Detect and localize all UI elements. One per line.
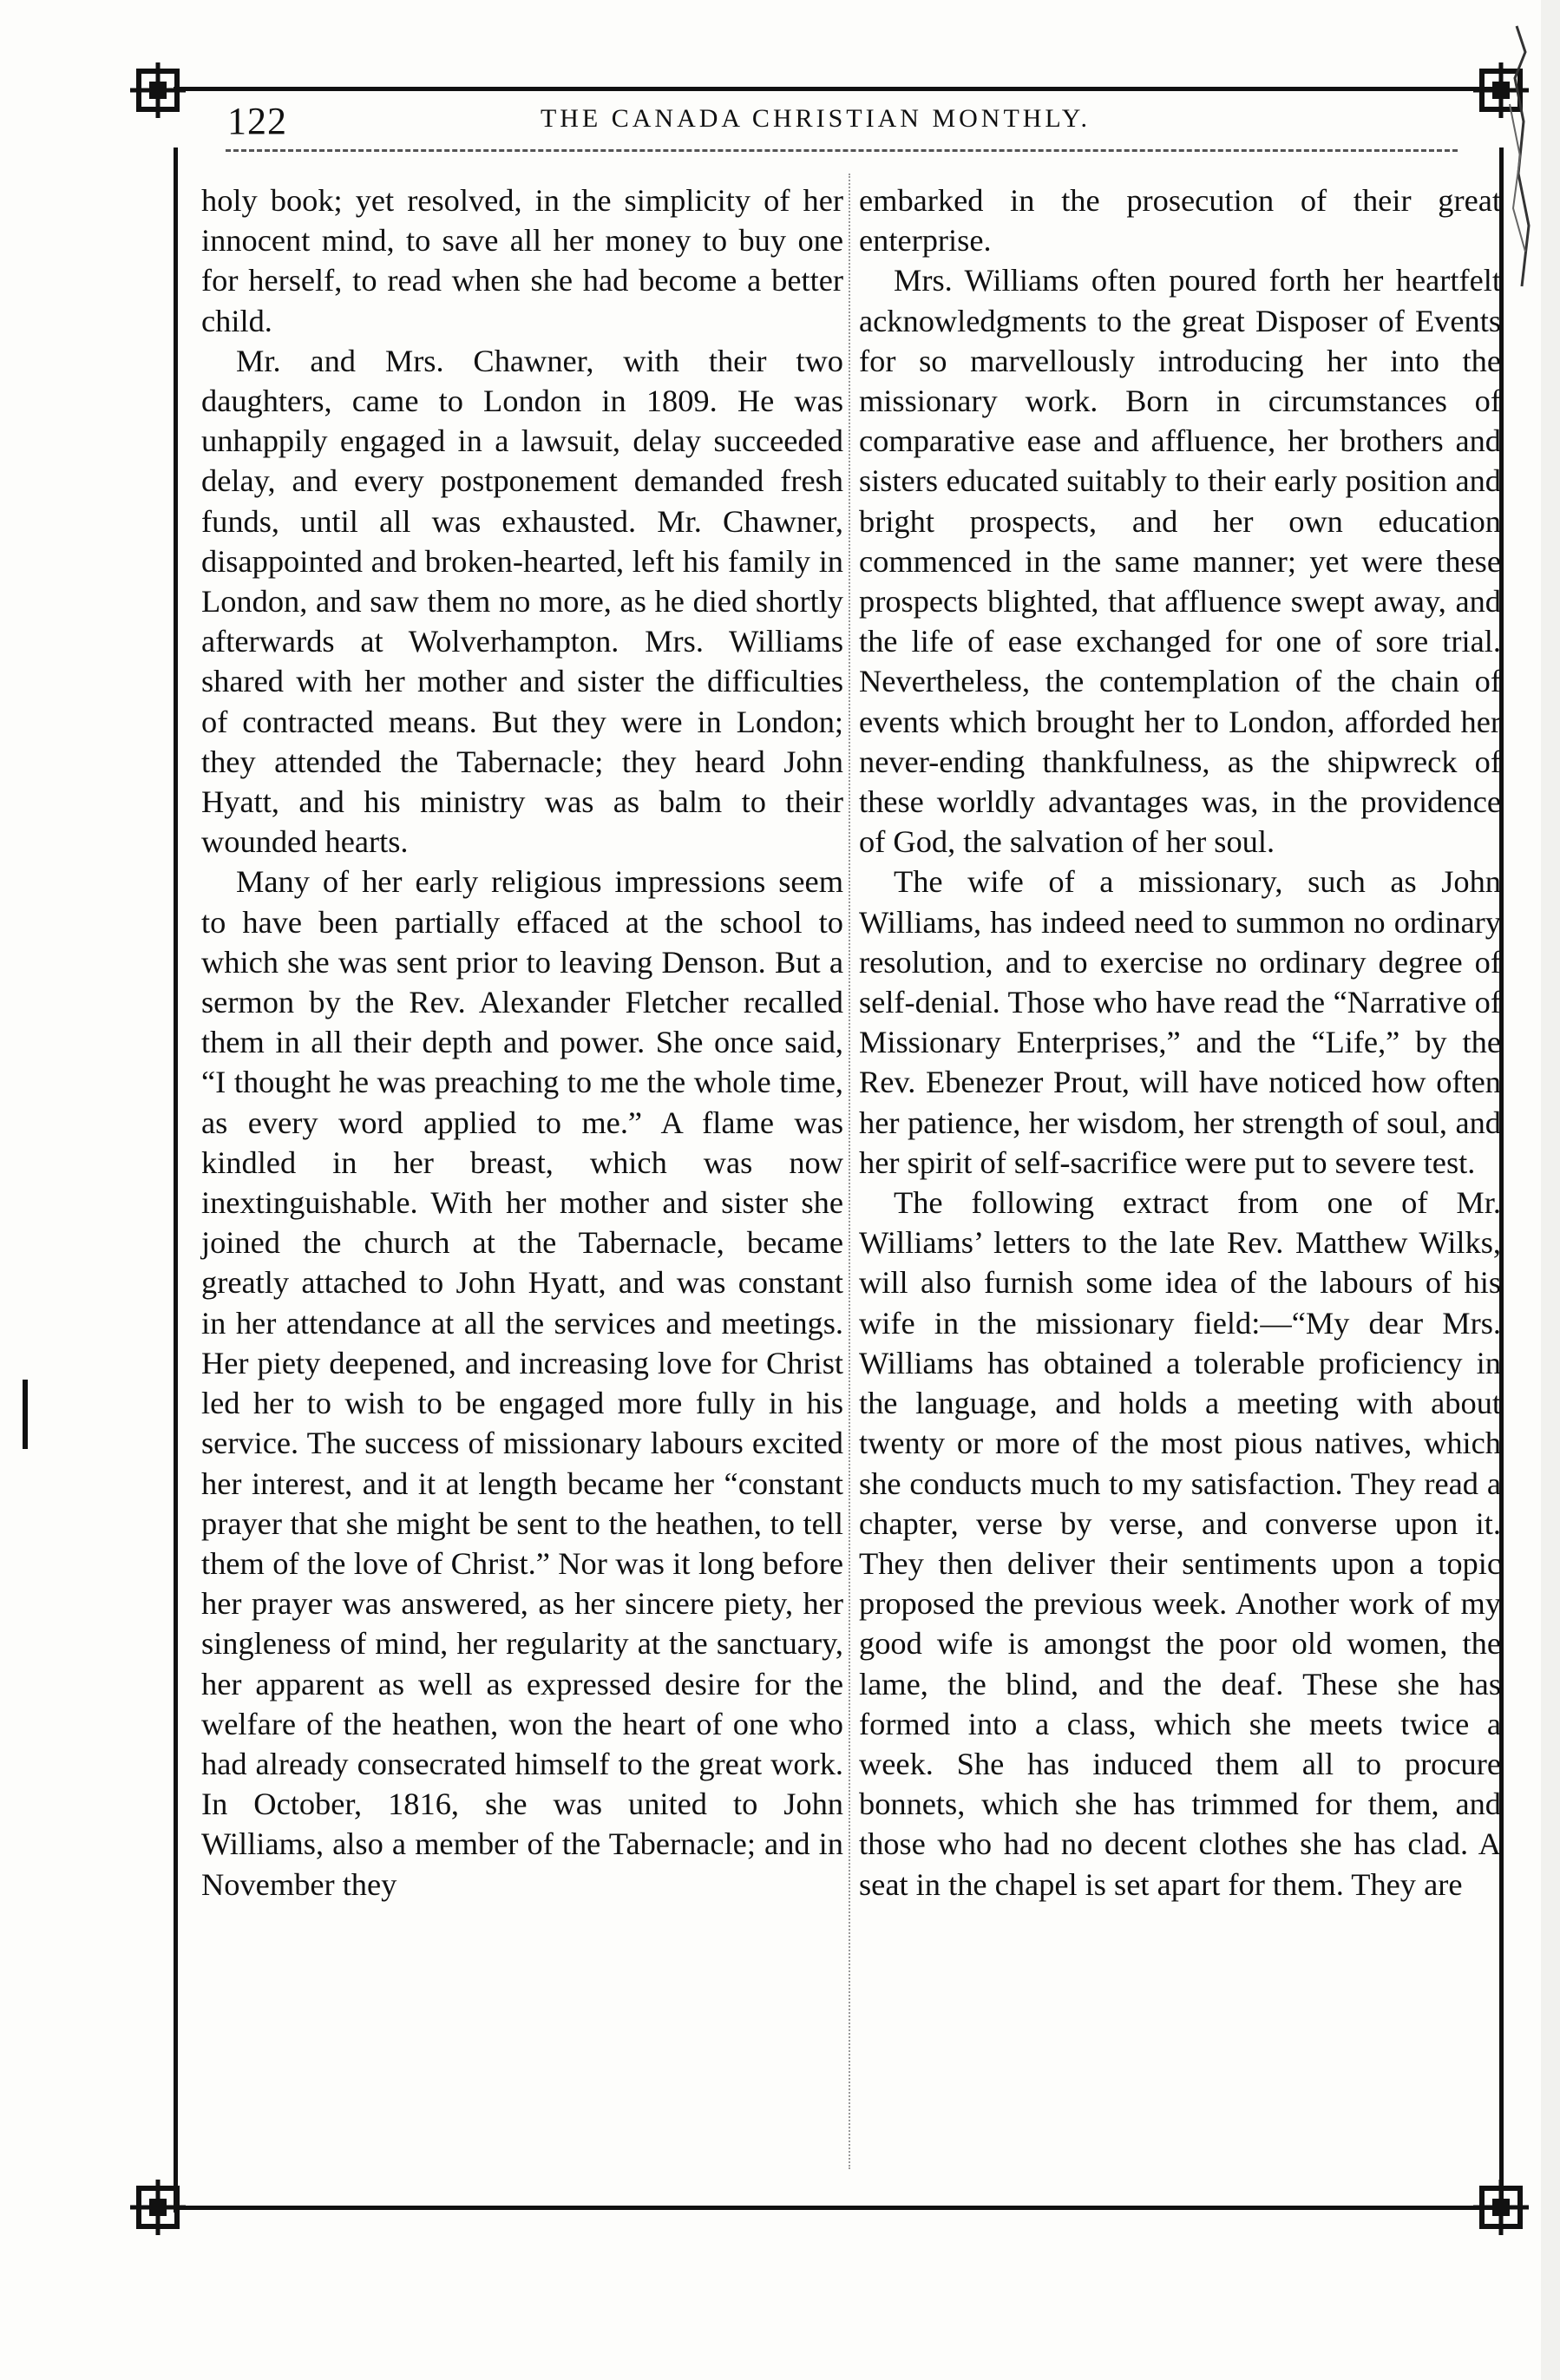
margin-mark: [21, 1380, 29, 1449]
page-number: 122: [227, 100, 287, 142]
paragraph: The following extract from one of Mr. Williams’ letters to the late Rev. Matthew Wilks, will also furnish some idea of the labours of his wife in the missionary field:—“My dear Mrs. Williams has obtained a tolerable proficiency in the language, and holds a meeting with about twenty or more of the most pious natives, which she conducts much to my satisfaction. They read a chapter, verse by verse, and converse upon it. They then deliver their sentiments upon a topic proposed the previous week. Another work of my good wife is amongst the poor old women, the lame, the blind, and the deaf. These she has formed into a class, which she meets twice a week. She has induced them all to procure bonnets, which she has trimmed for them, and those who had no decent clothes she has clad. A seat in the chapel is set apart for them. They are: [859, 1185, 1501, 1902]
left-border-rule: [174, 148, 178, 2213]
right-column: [859, 180, 1501, 1905]
header-dash-rule: [226, 149, 1458, 152]
corner-ornament-bottom-left: [130, 2180, 186, 2235]
paragraph: Mr. and Mrs. Chawner, with their two daughters, came to London in 1809. He was unhappily engaged in a lawsuit, delay succeeded delay, and every postponement demanded fresh funds, until all was exhausted. Mr. Chawner, disappointed and broken-hearted, left his family in London, and saw them no more, as he died shortly afterwards at Wolverhampton. Mrs. Williams shared with her mother and sister the difficulties of contracted means. But they were in London; they attended the Tabernacle; they heard John Hyatt, and his ministry was as balm to their wounded hearts.: [201, 343, 843, 860]
running-title: THE CANADA CHRISTIAN MONTHLY.: [540, 104, 1091, 133]
page-header: [0, 99, 1560, 151]
paragraph: embarked in the prosecution of their great enterprise.: [859, 183, 1501, 259]
left-column: [201, 180, 843, 1905]
top-border-rule: [174, 87, 1501, 91]
paragraph: Mrs. Williams often poured forth her heartfelt acknowledgments to the great Disposer of Events for so marvellously introducing her into the missionary work. Born in circumstances of comparative ease and affluence, her brothers and sisters educated suitably to their early position and bright prospects, and her own education commenced in the same manner; yet were these prospects blighted, that affluence swept away, and the life of ease exchanged for one of sore trial. Nevertheless, the contemplation of the chain of events which brought her to London, afforded her never-ending thankfulness, as the shipwreck of these worldly advantages was, in the providence of God, the salvation of her soul.: [859, 263, 1501, 860]
paragraph: The wife of a missionary, such as John Williams, has indeed need to summon no ordinary resolution, and to exercise no ordinary degree of self-denial. Those who have read the “Narrative of Missionary Enterprises,” and the “Life,” by the Rev. Ebenezer Prout, will have noticed how often her patience, her wisdom, her strength of soul, and her spirit of self-sacrifice were put to severe test.: [859, 864, 1501, 1180]
bottom-border-rule: [174, 2206, 1501, 2210]
column-divider: [849, 174, 850, 2169]
paragraph: holy book; yet resolved, in the simplicity of her innocent mind, to save all her money to buy one for herself, to read when she had become a better child.: [201, 183, 843, 338]
paragraph: Many of her early religious impressions seem to have been partially effaced at the school to which she was sent prior to leaving Denson. But a sermon by the Rev. Alexander Fletcher recalled them in all their depth and power. She once said, “I thought he was preaching to me the whole time, as every word applied to me.” A flame was kindled in her breast, which was now inextinguishable. With her mother and sister she joined the church at the Tabernacle, became greatly attached to John Hyatt, and was constant in her attendance at all the services and meetings. Her piety deepened, and increasing love for Christ led her to wish to be engaged more fully in his service. The success of missionary labours excited her interest, and it at length became her “constant prayer that she might be sent to the heathen, to tell them of the love of Christ.” Nor was it long before her prayer was answered, as her sincere piety, her singleness of mind, her regularity at the sanctuary, her apparent as well as expressed desire for the welfare of the heathen, won the heart of one who had already consecrated himself to the great work. In October, 1816, she was united to John Williams, also a member of the Tabernacle; and in November they: [201, 864, 843, 1902]
scan-edge-noise: [1499, 0, 1560, 2380]
